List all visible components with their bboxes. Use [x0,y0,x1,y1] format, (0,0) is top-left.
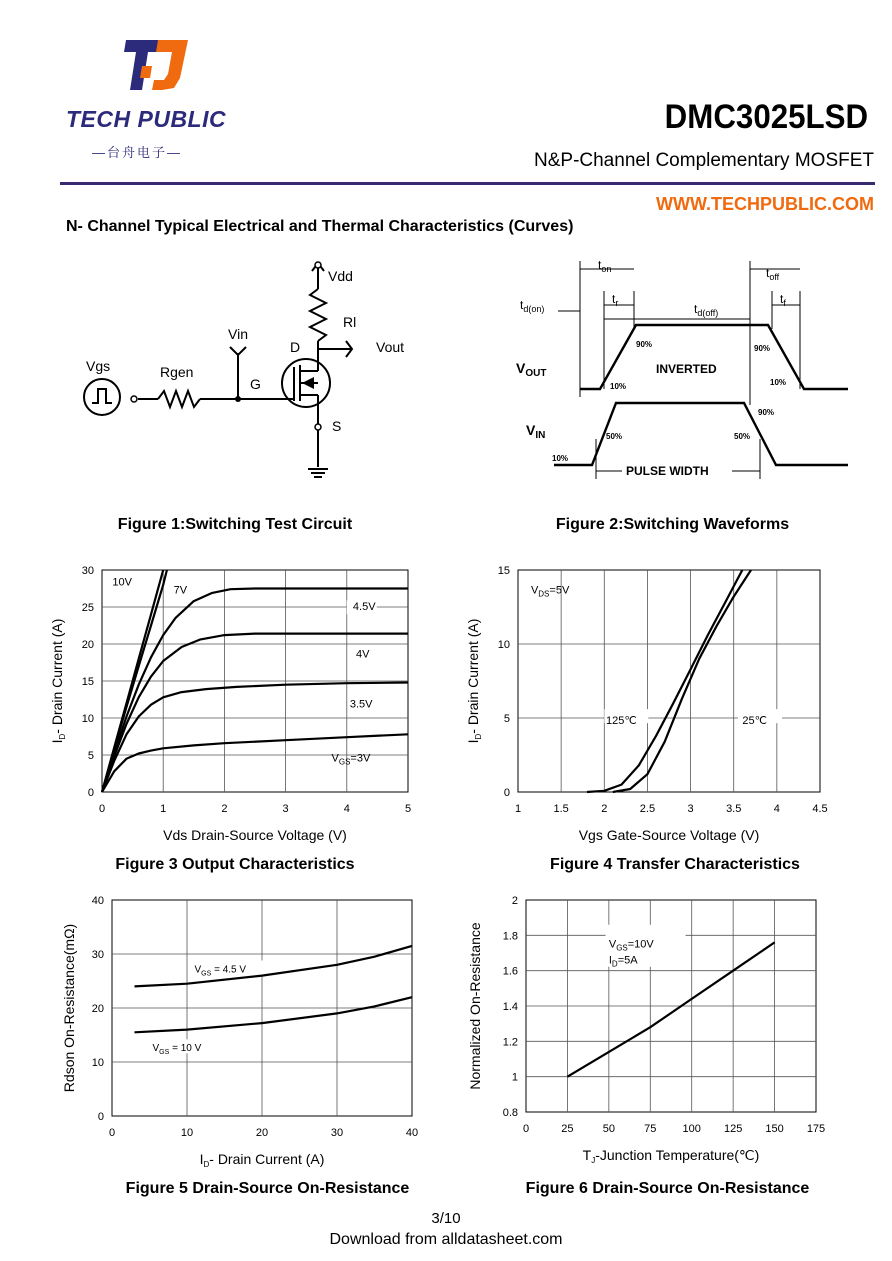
fig4-legend-vds: $V_{DS}=5V$ [530,584,570,599]
part-subtitle: N&P-Channel Complementary MOSFET [534,150,874,171]
fig3-label-4v: 4V [355,648,370,661]
fig3-ylabel-group [49,619,67,744]
part-number: DMC3025LSD [664,98,868,136]
fig4-ytick-label: 15 [497,565,510,577]
footer-note[interactable]: Download from alldatasheet.com [329,1231,563,1248]
figure1-caption: Figure 1:Switching Test Circuit [117,516,353,533]
pct-10-b: 10% [770,378,787,387]
fig4-label-25c: 25℃ [742,714,767,727]
pct-90-a: 90% [636,340,653,349]
label-rl: Rl [343,314,357,330]
fig5-xtick-label: 0 [108,1127,116,1139]
fig5-chart [52,888,432,1178]
fig4-xtick-label: 3 [687,803,694,815]
label-d: D [290,339,301,355]
fig4-xtick-label: 3.5 [726,803,742,815]
fig6-xtick-label: 75 [644,1123,657,1135]
fig5-ytick-label: 40 [91,895,104,907]
fig3-xtick-label: 2 [221,803,228,815]
page-number: 3/10 [431,1210,461,1227]
fig4-ytick-label: 10 [497,639,510,651]
fig4-ylabel: $I_D-$ Drain Current (A) [465,618,483,744]
figure5-caption: Figure 5 Drain-Source On-Resistance [125,1180,410,1197]
fig5-ytick-label: 30 [91,949,104,961]
figure6-caption: Figure 6 Drain-Source On-Resistance [525,1180,810,1197]
fig4-xtick-label: 4.5 [812,803,828,815]
fig3-label-3p5v: 3.5V [349,698,373,711]
fig4-xlabel: Vgs Gate-Source Voltage (V) [578,827,760,843]
fig6-ytick-label: 2 [511,895,518,907]
fig6-xtick-label: 125 [723,1123,743,1135]
pct-90-b: 90% [754,344,771,353]
figure3-caption: Figure 3 Output Characteristics [115,856,355,873]
fig3-xtick-label: 5 [404,803,412,815]
fig6-xlabel: $T_J$-Junction Temperature(℃) [582,1147,760,1165]
fig6-legend-vgs: $V_{GS}=10V$ [608,938,654,953]
fig5-label-vgs10: $V_{GS} = 10$ V [152,1043,202,1057]
fig4-xtick-label: 4 [773,803,780,815]
label-s: S [332,418,342,434]
section-title: N- Channel Typical Electrical and Thermal Characteristics (Curves) [66,218,574,235]
fig6-xtick-label: 25 [561,1123,574,1135]
fig4-xtick-label: 2.5 [639,803,656,815]
fig3-xtick-label: 3 [282,803,289,815]
label-vout: Vout [376,339,405,355]
pct-10-c: 10% [552,454,569,463]
fig4-chart [460,558,860,858]
label-g: G [250,376,261,392]
pct-90-c: 90% [758,408,775,417]
pct-10-a: 10% [610,382,627,391]
fig5-ytick-label: 20 [91,1003,104,1015]
fig5-xlabel: $I_D-$ Drain Current (A) [199,1151,325,1169]
fig5-ytick-label: 0 [97,1111,104,1123]
header-rule [60,182,875,185]
fig3-ytick-label: 10 [81,713,94,725]
label-rgen: Rgen [160,364,194,380]
fig3-xtick-label: 1 [160,803,167,815]
fig6-ylabel: Normalized On-Resistance [467,922,483,1090]
fig4-ytick-label: 0 [503,787,510,799]
vin-label: $V_{IN}$ [526,422,546,441]
fig3-ytick-label: 5 [87,750,94,762]
fig5-ylabel: Rdson On-Resistance(mΩ) [61,923,77,1093]
fig5-xtick-label: 40 [405,1127,419,1139]
fig3-ytick-label: 25 [81,602,94,614]
fig6-xtick-label: 0 [522,1123,530,1135]
fig5-label-vgs45: $V_{GS} = 4.5$ V [194,964,247,978]
brand-name: TECH PUBLIC [66,106,227,132]
fig6-legend-id: $I_D=5A$ [608,954,638,969]
fig4-ytick-label: 5 [503,713,510,725]
label-vin: Vin [228,326,248,342]
fig5-ytick-label: 10 [91,1057,104,1069]
fig3-chart [40,558,430,858]
fig3-label-4p5v: 4.5V [352,600,376,613]
fig3-ytick-label: 20 [81,639,94,651]
tdon-label: $t_{d(on)}$ [520,298,545,314]
fig5-xtick-label: 30 [330,1127,344,1139]
fig6-xtick-label: 175 [806,1123,826,1135]
switching-waveforms [510,255,855,485]
label-vgs: Vgs [86,358,111,374]
fig3-ylabel: $I_D-$ Drain Current (A) [49,618,67,744]
fig6-ytick-label: 1 [511,1071,518,1084]
fig6-ytick-label: 0.8 [502,1107,518,1119]
fig6-ytick-label: 1.4 [502,1001,518,1013]
pct-50-b: 50% [734,432,751,441]
tr-label: $t_r$ [612,292,619,308]
fig5-ylabel-group [61,924,77,1092]
fig3-xtick-label: 4 [343,803,350,815]
pulse-width-label: PULSE WIDTH [626,464,709,478]
website-link[interactable]: WWW.TECHPUBLIC.COM [656,194,874,214]
fig3-ytick-label: 15 [81,676,94,688]
vout-label: $V_{OUT}$ [516,360,547,379]
fig3-ytick-label: 0 [87,787,94,799]
fig3-ytick-label: 30 [81,565,94,577]
fig6-ytick-label: 1.6 [502,965,518,978]
fig3-label-10v: 10V [112,576,132,589]
fig3-xtick-label: 0 [98,803,106,815]
fig5-xtick-label: 20 [255,1127,269,1139]
fig4-label-125c: 125℃ [606,714,637,727]
fig3-xlabel: Vds Drain-Source Voltage (V) [163,827,347,843]
fig6-chart [462,888,842,1178]
fig6-xtick-label: 50 [602,1123,615,1135]
tdoff-label: $t_{d(off)}$ [694,302,719,318]
fig5-xtick-label: 10 [180,1127,194,1139]
fig6-ylabel-group [467,922,483,1089]
fig4-xtick-label: 1.5 [553,803,569,815]
fig6-ytick-label: 1.8 [502,930,518,943]
pct-50-a: 50% [606,432,623,441]
fig3-label-7v: 7V [173,584,188,597]
fig6-ytick-label: 1.2 [502,1036,518,1049]
fig6-xtick-label: 100 [682,1123,701,1135]
fig4-xtick-label: 2 [601,803,608,815]
fig4-xtick-label: 1 [514,803,522,815]
inverted-label: INVERTED [656,362,717,376]
figure4-caption: Figure 4 Transfer Characteristics [550,856,800,873]
tf-label: $t_f$ [780,292,786,308]
brand-subtitle: —台舟电子— [92,145,183,160]
fig4-plot-area [518,570,820,792]
ton-label: $t_{on}$ [598,258,612,274]
toff-label: $t_{off}$ [766,266,780,282]
switching-test-circuit [70,255,430,495]
brand-logo [122,38,192,100]
label-vdd: Vdd [328,268,353,284]
fig6-xtick-label: 150 [765,1123,784,1135]
fig4-ylabel-group [465,619,483,744]
fig3-label-3v: $V_{GS}=3V$ [331,752,371,767]
figure2-caption: Figure 2:Switching Waveforms [555,516,790,533]
